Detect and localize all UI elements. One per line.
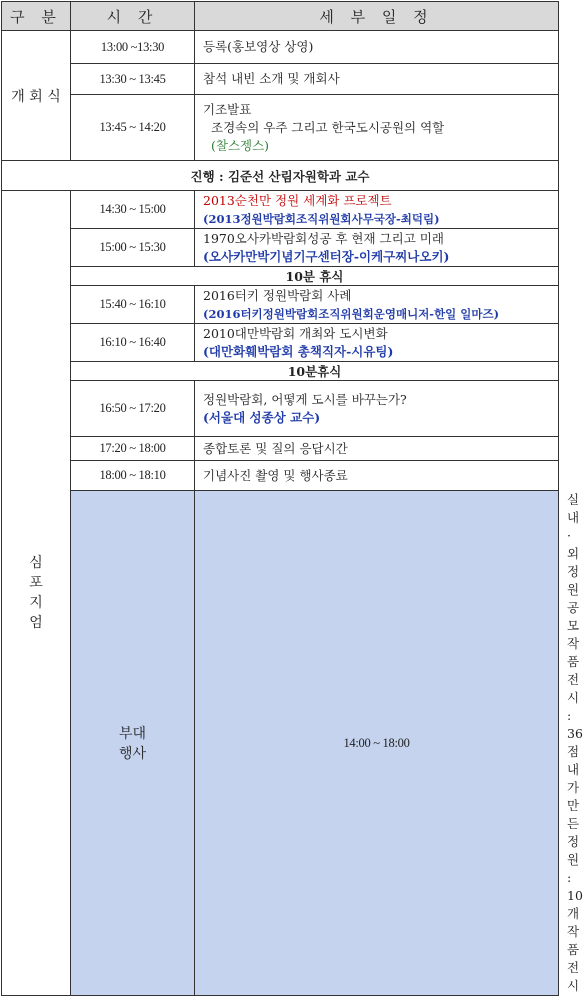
- detail-cell: [195, 381, 559, 437]
- side-event-cat-line: 부대: [118, 726, 147, 742]
- table-row: [2, 381, 559, 437]
- break-row: [2, 267, 559, 286]
- table-row: [2, 64, 559, 95]
- time-cell: 14:30 ~ 15:00: [71, 191, 195, 229]
- session-speaker: (2013정원박람회조직위원회사무국장-최덕림): [203, 211, 440, 226]
- table-row: [2, 229, 559, 267]
- side-event-category: [71, 491, 195, 996]
- header-detail: 세 부 일 정: [195, 2, 559, 31]
- detail-cell: [195, 229, 559, 267]
- time-cell: 13:45 ~ 14:20: [71, 95, 195, 161]
- time-cell: 15:00 ~ 15:30: [71, 229, 195, 267]
- table-row: [2, 437, 559, 461]
- session-speaker: (서울대 성종상 교수): [203, 409, 321, 425]
- detail-cell: [195, 95, 559, 161]
- time-cell: 16:50 ~ 17:20: [71, 381, 195, 437]
- session-title: 2013순천만 정원 세계화 프로젝트: [203, 192, 392, 208]
- symposium-category: [2, 191, 71, 996]
- session-title: 정원박람회, 어떻게 도시를 바꾸는가?: [203, 391, 407, 407]
- time-cell: 17:20 ~ 18:00: [71, 437, 195, 461]
- time-cell: 16:10 ~ 16:40: [71, 324, 195, 362]
- keynote-title: 기조발표: [203, 101, 252, 117]
- detail-cell: [195, 286, 559, 324]
- table-row: [2, 191, 559, 229]
- detail-cell: [195, 324, 559, 362]
- table-row: [2, 31, 559, 64]
- detail-cell: [195, 191, 559, 229]
- session-speaker: (대만화훼박람회 총책직자-시유팅): [203, 343, 394, 359]
- side-event-cat-line: 행사: [118, 746, 147, 762]
- time-cell: 13:30 ~ 13:45: [71, 64, 195, 95]
- header-time: 시 간: [71, 2, 195, 31]
- symposium-char: 엄: [29, 615, 43, 631]
- session-title: 2010대만박람회 개최와 도시변화: [203, 325, 388, 341]
- session-title: 1970오사카박람회성공 후 현재 그리고 미래: [203, 230, 444, 246]
- table-row: [2, 461, 559, 491]
- moderator-text: [2, 161, 559, 191]
- moderator-label: 진행 : 김준선 산림자원학과 교수: [190, 168, 370, 184]
- session-speaker: (2016터키정원박람회조직위원회운영매니저-한일 일마즈): [203, 306, 500, 321]
- keynote-topic: 조경속의 우주 그리고 한국도시공원의 역할: [211, 119, 445, 135]
- symposium-char: 포: [29, 575, 43, 591]
- opening-category: 개 회 식: [2, 31, 71, 161]
- break-row: [2, 362, 559, 381]
- session-title: 2016터키 정원박람회 사례: [203, 287, 352, 303]
- header-row: [2, 2, 559, 31]
- detail-cell: 종합토론 및 질의 응답시간: [195, 437, 559, 461]
- header-category: 구 분: [2, 2, 71, 31]
- time-cell: 13:00 ~13:30: [71, 31, 195, 64]
- moderator-row: [2, 161, 559, 191]
- time-cell: 18:00 ~ 18:10: [71, 461, 195, 491]
- break-text: 10분휴식: [71, 362, 559, 381]
- keynote-speaker: (찰스젱스): [211, 137, 270, 153]
- detail-cell: 참석 내빈 소개 및 개회사: [195, 64, 559, 95]
- break-text: 10분 휴식: [71, 267, 559, 286]
- time-cell: 15:40 ~ 16:10: [71, 286, 195, 324]
- side-event-row: 부대 행사 14:00 ~ 18:00 실내 · 외 정원 공모작품 전시 : 36점 내가 만든 정원 : 10개작품 전시: [2, 491, 559, 996]
- table-row: [2, 324, 559, 362]
- table-row: [2, 286, 559, 324]
- session-speaker: (오사카만박기념기구센터장-이케구찌나오키): [203, 248, 450, 264]
- detail-cell: 등록(홍보영상 상영): [195, 31, 559, 64]
- symposium-char: 심: [29, 555, 43, 571]
- symposium-char: 지: [29, 595, 43, 611]
- table-row: [2, 95, 559, 161]
- time-cell: 14:00 ~ 18:00: [195, 491, 559, 996]
- schedule-table: [1, 1, 583, 996]
- detail-cell: 기념사진 촬영 및 행사종료: [195, 461, 559, 491]
